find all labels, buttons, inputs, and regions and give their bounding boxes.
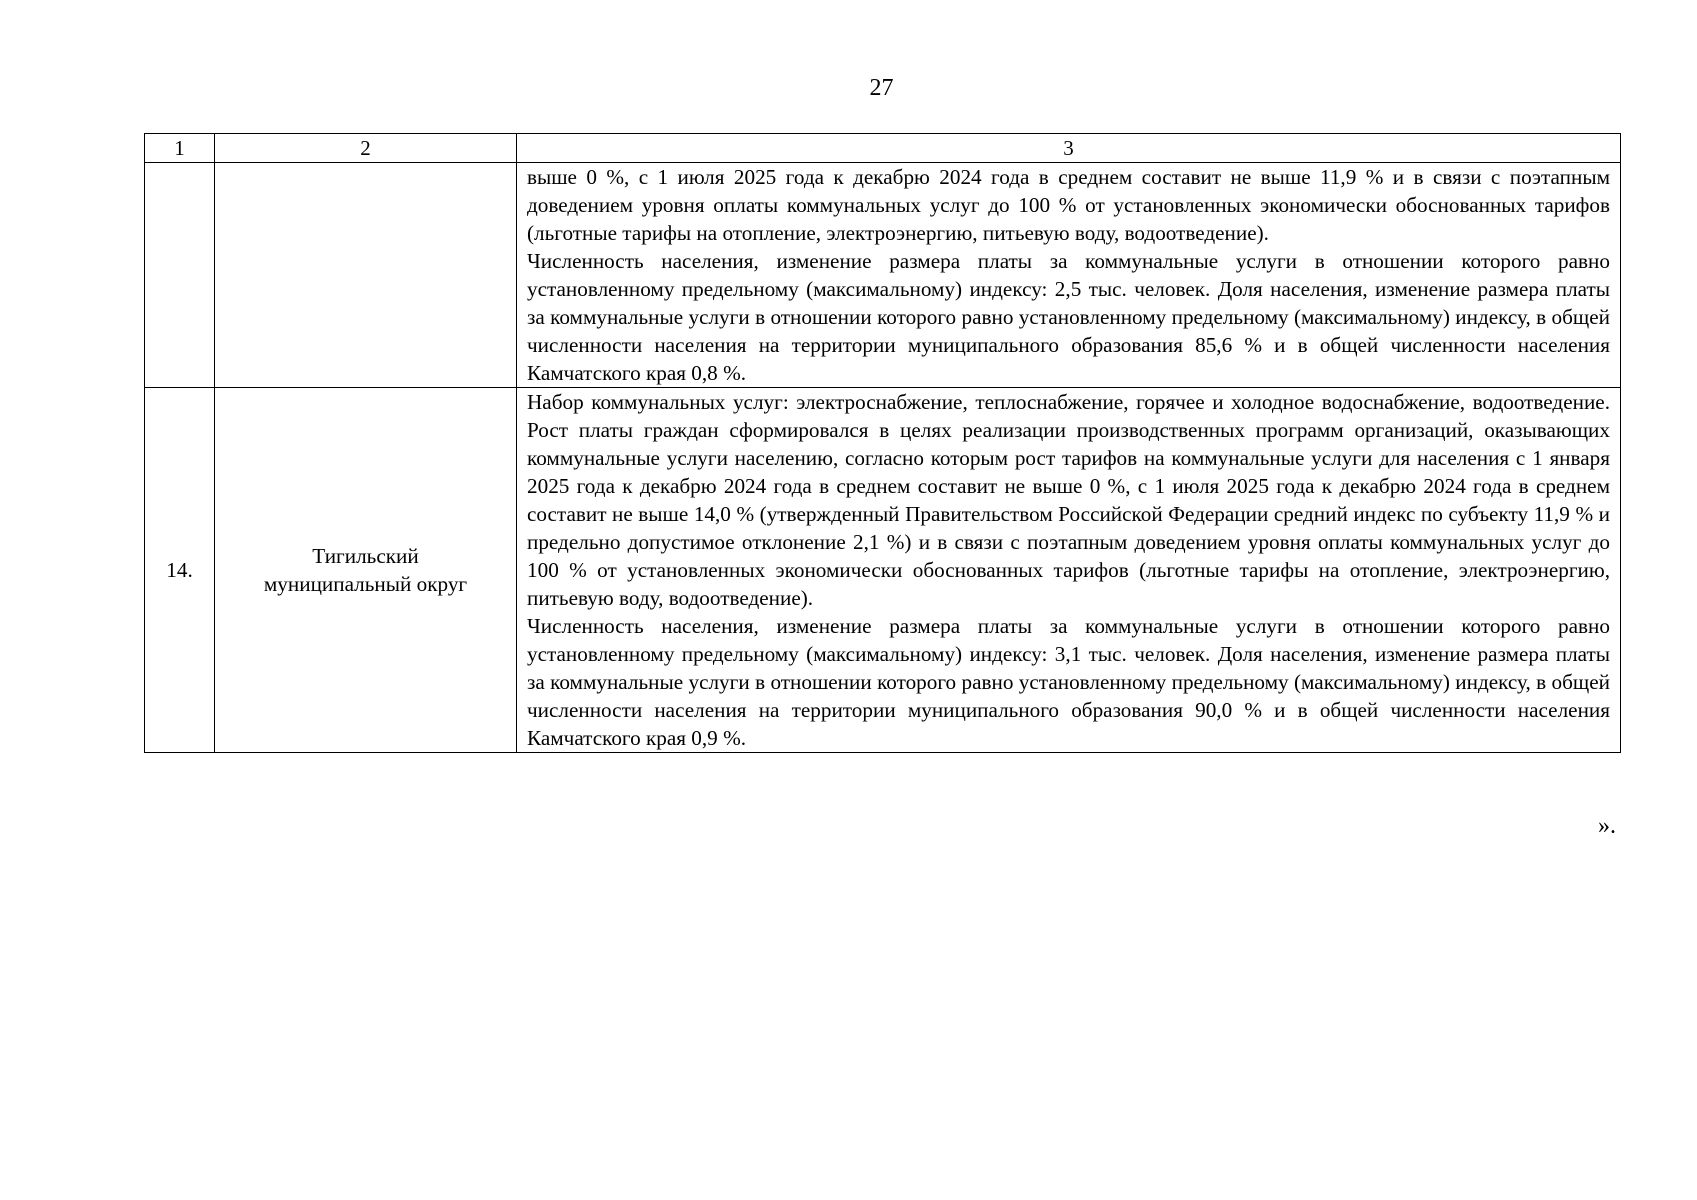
column-header-2: 2 xyxy=(215,134,517,163)
tariff-table xyxy=(144,133,1621,753)
municipality-cell xyxy=(215,163,517,388)
closing-quote-mark: ». xyxy=(1598,813,1616,839)
description-cell xyxy=(517,388,1621,753)
row-number-cell: 14. xyxy=(145,388,215,753)
column-header-1: 1 xyxy=(145,134,215,163)
row-number-cell xyxy=(145,163,215,388)
municipality-cell xyxy=(215,388,517,753)
description-paragraph: Набор коммунальных услуг: электроснабжение, теплоснабжение, горячее и холодное водоснабжение, водоотведение. Рост платы граждан сформировался в целях реализации производственных программ организаций, оказывающих коммунальные услуги населению, согласно которым рост тарифов на коммунальные услуги для населения с 1 января 2025 года к декабрю 2024 года в среднем составит не выше 0 %, с 1 июля 2025 года к декабрю 2024 года в среднем составит не выше 14,0 % (утвержденный Правительством Российской Федерации средний индекс по субъекту 11,9 % и предельно допустимое отклонение 2,1 %) и в связи с поэтапным доведением уровня оплаты коммунальных услуг до 100 % от установленных экономически обоснованных тарифов (льготные тарифы на отопление, электроэнергию, питьевую воду, водоотведение). xyxy=(527,390,1610,610)
table-header-row xyxy=(145,134,1621,163)
municipality-name-line2: муниципальный округ xyxy=(263,572,468,596)
description-cell xyxy=(517,163,1621,388)
population-paragraph: Численность населения, изменение размера платы за коммунальные услуги в отношении которого равно установленному предельному (максимальному) индексу: 2,5 тыс. человек. Доля населения, изменение размера платы за коммунальные услуги в отношении которого равно установленному предельному (максимальному) индексу, в общей численности населения на территории муниципального образования 85,6 % и в общей численности населения Камчатского края 0,8 %. xyxy=(527,249,1610,385)
population-paragraph: Численность населения, изменение размера платы за коммунальные услуги в отношении которого равно установленному предельному (максимальному) индексу: 3,1 тыс. человек. Доля населения, изменение размера платы за коммунальные услуги в отношении которого равно установленному предельному (максимальному) индексу, в общей численности населения на территории муниципального образования 90,0 % и в общей численности населения Камчатского края 0,9 %. xyxy=(527,614,1610,750)
table-row-14 xyxy=(145,388,1621,753)
description-paragraph: выше 0 %, с 1 июля 2025 года к декабрю 2024 года в среднем составит не выше 11,9 % и в связи с поэтапным доведением уровня оплаты коммунальных услуг до 100 % от установленных экономически обоснованных тарифов (льготные тарифы на отопление, электроэнергию, питьевую воду, водоотведение). xyxy=(527,165,1610,245)
column-header-3: 3 xyxy=(517,134,1621,163)
page-number: 27 xyxy=(869,75,894,101)
table-row-continuation xyxy=(145,163,1621,388)
municipality-name-line1: Тигильский xyxy=(312,544,419,568)
